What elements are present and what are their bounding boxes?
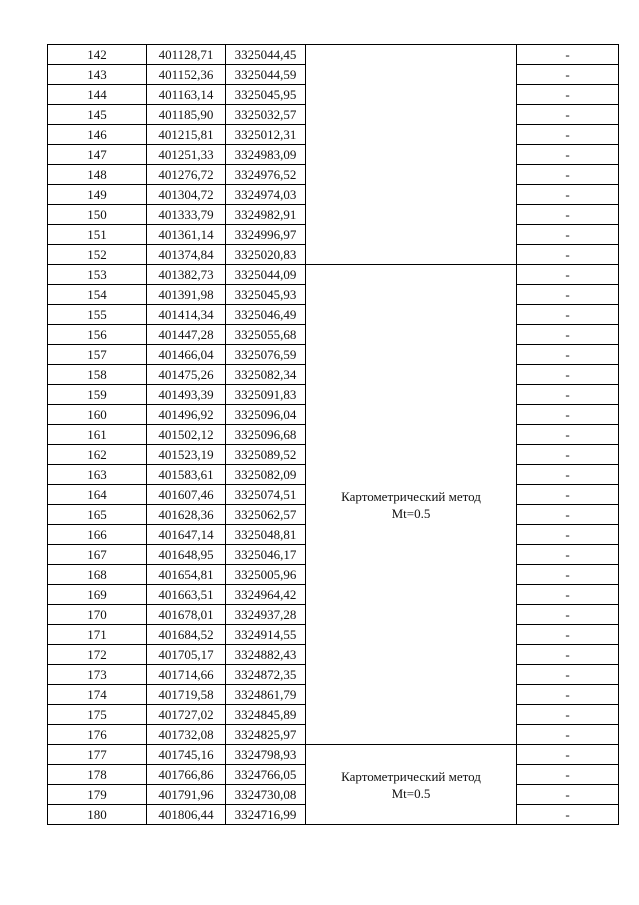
table-row [48, 45, 619, 65]
method-accuracy: Mt=0.5 [391, 785, 431, 801]
x-coordinate-cell: 401382,73 [147, 265, 226, 285]
table-row [48, 745, 619, 765]
value-cell: - [517, 805, 619, 825]
value-cell: - [517, 725, 619, 745]
y-coordinate-cell: 3324861,79 [226, 685, 306, 705]
value-cell: - [517, 65, 619, 85]
x-coordinate-cell: 401374,84 [147, 245, 226, 265]
x-coordinate-cell: 401152,36 [147, 65, 226, 85]
y-coordinate-cell: 3325096,04 [226, 405, 306, 425]
x-coordinate-cell: 401304,72 [147, 185, 226, 205]
x-coordinate-cell: 401361,14 [147, 225, 226, 245]
y-coordinate-cell: 3325055,68 [226, 325, 306, 345]
method-cell [306, 745, 517, 825]
value-cell: - [517, 685, 619, 705]
x-coordinate-cell: 401647,14 [147, 525, 226, 545]
point-number-cell: 174 [48, 685, 147, 705]
point-number-cell: 172 [48, 645, 147, 665]
y-coordinate-cell: 3324825,97 [226, 725, 306, 745]
value-cell: - [517, 85, 619, 105]
x-coordinate-cell: 401663,51 [147, 585, 226, 605]
point-number-cell: 170 [48, 605, 147, 625]
value-cell: - [517, 525, 619, 545]
x-coordinate-cell: 401391,98 [147, 285, 226, 305]
point-number-cell: 165 [48, 505, 147, 525]
x-coordinate-cell: 401745,16 [147, 745, 226, 765]
point-number-cell: 160 [48, 405, 147, 425]
x-coordinate-cell: 401502,12 [147, 425, 226, 445]
y-coordinate-cell: 3325045,95 [226, 85, 306, 105]
value-cell: - [517, 705, 619, 725]
x-coordinate-cell: 401583,61 [147, 465, 226, 485]
y-coordinate-cell: 3325044,59 [226, 65, 306, 85]
method-accuracy: Mt=0.5 [391, 505, 431, 521]
value-cell: - [517, 385, 619, 405]
value-cell: - [517, 245, 619, 265]
value-cell: - [517, 665, 619, 685]
coordinates-table-body [48, 45, 619, 825]
value-cell: - [517, 505, 619, 525]
value-cell: - [517, 305, 619, 325]
point-number-cell: 168 [48, 565, 147, 585]
y-coordinate-cell: 3325096,68 [226, 425, 306, 445]
value-cell: - [517, 545, 619, 565]
y-coordinate-cell: 3324982,91 [226, 205, 306, 225]
x-coordinate-cell: 401766,86 [147, 765, 226, 785]
x-coordinate-cell: 401523,19 [147, 445, 226, 465]
y-coordinate-cell: 3325076,59 [226, 345, 306, 365]
value-cell: - [517, 365, 619, 385]
point-number-cell: 149 [48, 185, 147, 205]
y-coordinate-cell: 3324882,43 [226, 645, 306, 665]
value-cell: - [517, 165, 619, 185]
y-coordinate-cell: 3325062,57 [226, 505, 306, 525]
x-coordinate-cell: 401128,71 [147, 45, 226, 65]
value-cell: - [517, 325, 619, 345]
method-cell [306, 265, 517, 745]
x-coordinate-cell: 401185,90 [147, 105, 226, 125]
x-coordinate-cell: 401705,17 [147, 645, 226, 665]
point-number-cell: 152 [48, 245, 147, 265]
y-coordinate-cell: 3324964,42 [226, 585, 306, 605]
point-number-cell: 154 [48, 285, 147, 305]
y-coordinate-cell: 3325032,57 [226, 105, 306, 125]
point-number-cell: 173 [48, 665, 147, 685]
point-number-cell: 147 [48, 145, 147, 165]
point-number-cell: 150 [48, 205, 147, 225]
y-coordinate-cell: 3325020,83 [226, 245, 306, 265]
point-number-cell: 176 [48, 725, 147, 745]
value-cell: - [517, 625, 619, 645]
x-coordinate-cell: 401215,81 [147, 125, 226, 145]
y-coordinate-cell: 3324914,55 [226, 625, 306, 645]
y-coordinate-cell: 3325048,81 [226, 525, 306, 545]
value-cell: - [517, 565, 619, 585]
value-cell: - [517, 605, 619, 625]
y-coordinate-cell: 3324976,52 [226, 165, 306, 185]
x-coordinate-cell: 401414,34 [147, 305, 226, 325]
y-coordinate-cell: 3325082,34 [226, 365, 306, 385]
x-coordinate-cell: 401466,04 [147, 345, 226, 365]
point-number-cell: 179 [48, 785, 147, 805]
y-coordinate-cell: 3325046,17 [226, 545, 306, 565]
value-cell: - [517, 765, 619, 785]
point-number-cell: 161 [48, 425, 147, 445]
point-number-cell: 171 [48, 625, 147, 645]
point-number-cell: 148 [48, 165, 147, 185]
value-cell: - [517, 425, 619, 445]
y-coordinate-cell: 3325074,51 [226, 485, 306, 505]
y-coordinate-cell: 3324983,09 [226, 145, 306, 165]
value-cell: - [517, 485, 619, 505]
y-coordinate-cell: 3324937,28 [226, 605, 306, 625]
value-cell: - [517, 185, 619, 205]
y-coordinate-cell: 3325082,09 [226, 465, 306, 485]
value-cell: - [517, 145, 619, 165]
point-number-cell: 175 [48, 705, 147, 725]
x-coordinate-cell: 401447,28 [147, 325, 226, 345]
point-number-cell: 159 [48, 385, 147, 405]
value-cell: - [517, 345, 619, 365]
x-coordinate-cell: 401727,02 [147, 705, 226, 725]
table-row [48, 265, 619, 285]
x-coordinate-cell: 401163,14 [147, 85, 226, 105]
x-coordinate-cell: 401678,01 [147, 605, 226, 625]
value-cell: - [517, 225, 619, 245]
method-cell [306, 45, 517, 265]
point-number-cell: 143 [48, 65, 147, 85]
method-name: Картометрический метод [341, 768, 481, 784]
value-cell: - [517, 45, 619, 65]
y-coordinate-cell: 3324872,35 [226, 665, 306, 685]
value-cell: - [517, 125, 619, 145]
y-coordinate-cell: 3324845,89 [226, 705, 306, 725]
y-coordinate-cell: 3324730,08 [226, 785, 306, 805]
y-coordinate-cell: 3324996,97 [226, 225, 306, 245]
method-name: Картометрический метод [341, 488, 481, 504]
x-coordinate-cell: 401791,96 [147, 785, 226, 805]
x-coordinate-cell: 401719,58 [147, 685, 226, 705]
point-number-cell: 146 [48, 125, 147, 145]
point-number-cell: 158 [48, 365, 147, 385]
point-number-cell: 153 [48, 265, 147, 285]
point-number-cell: 178 [48, 765, 147, 785]
point-number-cell: 180 [48, 805, 147, 825]
point-number-cell: 155 [48, 305, 147, 325]
x-coordinate-cell: 401276,72 [147, 165, 226, 185]
y-coordinate-cell: 3325005,96 [226, 565, 306, 585]
point-number-cell: 177 [48, 745, 147, 765]
x-coordinate-cell: 401684,52 [147, 625, 226, 645]
y-coordinate-cell: 3325046,49 [226, 305, 306, 325]
x-coordinate-cell: 401628,36 [147, 505, 226, 525]
y-coordinate-cell: 3324766,05 [226, 765, 306, 785]
point-number-cell: 163 [48, 465, 147, 485]
value-cell: - [517, 265, 619, 285]
y-coordinate-cell: 3325091,83 [226, 385, 306, 405]
value-cell: - [517, 405, 619, 425]
x-coordinate-cell: 401732,08 [147, 725, 226, 745]
value-cell: - [517, 645, 619, 665]
y-coordinate-cell: 3325045,93 [226, 285, 306, 305]
point-number-cell: 169 [48, 585, 147, 605]
value-cell: - [517, 205, 619, 225]
point-number-cell: 166 [48, 525, 147, 545]
y-coordinate-cell: 3325089,52 [226, 445, 306, 465]
point-number-cell: 156 [48, 325, 147, 345]
coordinates-table [47, 44, 619, 825]
y-coordinate-cell: 3324716,99 [226, 805, 306, 825]
point-number-cell: 142 [48, 45, 147, 65]
value-cell: - [517, 745, 619, 765]
value-cell: - [517, 445, 619, 465]
value-cell: - [517, 285, 619, 305]
x-coordinate-cell: 401806,44 [147, 805, 226, 825]
point-number-cell: 145 [48, 105, 147, 125]
point-number-cell: 162 [48, 445, 147, 465]
point-number-cell: 151 [48, 225, 147, 245]
x-coordinate-cell: 401648,95 [147, 545, 226, 565]
x-coordinate-cell: 401654,81 [147, 565, 226, 585]
y-coordinate-cell: 3325044,09 [226, 265, 306, 285]
point-number-cell: 157 [48, 345, 147, 365]
point-number-cell: 167 [48, 545, 147, 565]
value-cell: - [517, 465, 619, 485]
y-coordinate-cell: 3325044,45 [226, 45, 306, 65]
value-cell: - [517, 585, 619, 605]
value-cell: - [517, 105, 619, 125]
value-cell: - [517, 785, 619, 805]
y-coordinate-cell: 3325012,31 [226, 125, 306, 145]
x-coordinate-cell: 401475,26 [147, 365, 226, 385]
y-coordinate-cell: 3324798,93 [226, 745, 306, 765]
x-coordinate-cell: 401251,33 [147, 145, 226, 165]
x-coordinate-cell: 401333,79 [147, 205, 226, 225]
y-coordinate-cell: 3324974,03 [226, 185, 306, 205]
point-number-cell: 144 [48, 85, 147, 105]
x-coordinate-cell: 401714,66 [147, 665, 226, 685]
x-coordinate-cell: 401607,46 [147, 485, 226, 505]
x-coordinate-cell: 401496,92 [147, 405, 226, 425]
x-coordinate-cell: 401493,39 [147, 385, 226, 405]
point-number-cell: 164 [48, 485, 147, 505]
